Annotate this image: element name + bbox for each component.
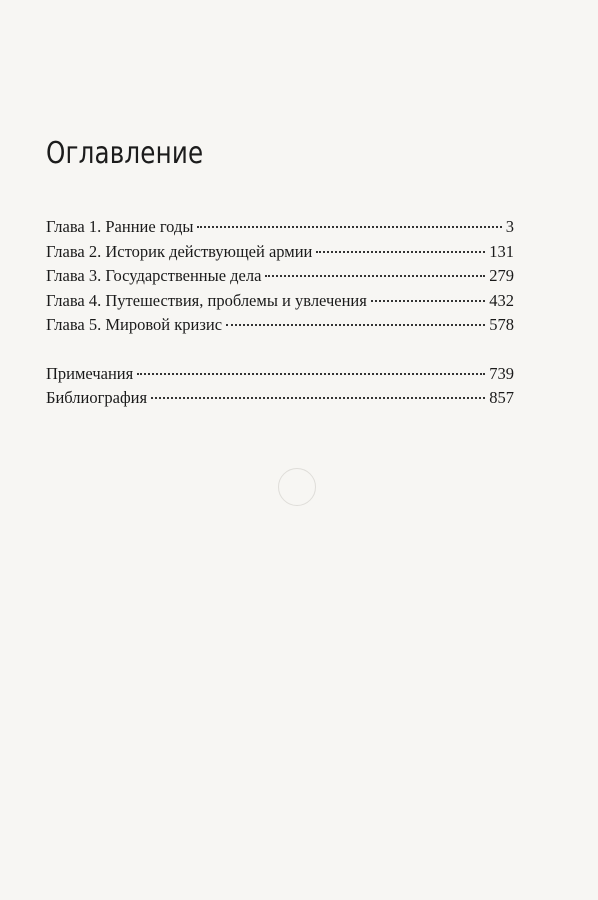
toc-label: Глава 3. Государственные дела xyxy=(46,266,262,285)
toc-label: Глава 2. Историк действующей армии xyxy=(46,241,313,261)
toc-label: Глава 5. Мировой кризис xyxy=(46,315,223,334)
dot-leader xyxy=(226,324,485,326)
toc-label: Глава 1. Ранние годы xyxy=(46,217,194,236)
toc-label: Библиография xyxy=(46,388,148,407)
page-title: Оглавление xyxy=(46,136,204,171)
toc-spacer xyxy=(46,338,514,362)
toc-page-number: 131 xyxy=(489,241,514,261)
toc-row-chapter-5[interactable] xyxy=(46,313,514,338)
bleed-through-circle xyxy=(278,468,316,506)
toc-row-chapter-2[interactable] xyxy=(46,240,514,265)
toc-row-notes[interactable] xyxy=(46,362,514,387)
dot-leader xyxy=(265,275,485,277)
dot-leader xyxy=(197,226,501,228)
toc-row-chapter-4[interactable] xyxy=(46,289,514,314)
toc-page-number: 739 xyxy=(489,363,514,383)
toc-label: Глава 4. Путешествия, проблемы и увлечения xyxy=(46,290,367,310)
toc-page-number: 279 xyxy=(489,266,514,285)
dot-leader xyxy=(137,373,485,375)
toc-row-bibliography[interactable] xyxy=(46,386,514,411)
toc-page-number: 857 xyxy=(489,388,514,407)
dot-leader xyxy=(316,251,485,253)
dot-leader xyxy=(151,397,485,399)
toc-label: Примечания xyxy=(46,363,134,383)
toc-row-chapter-1[interactable] xyxy=(46,215,514,240)
toc-page-number: 3 xyxy=(505,217,514,236)
toc-page-number: 432 xyxy=(489,290,514,310)
table-of-contents xyxy=(46,215,514,411)
toc-page-number: 578 xyxy=(489,315,514,334)
toc-row-chapter-3[interactable] xyxy=(46,264,514,289)
dot-leader xyxy=(371,300,485,302)
